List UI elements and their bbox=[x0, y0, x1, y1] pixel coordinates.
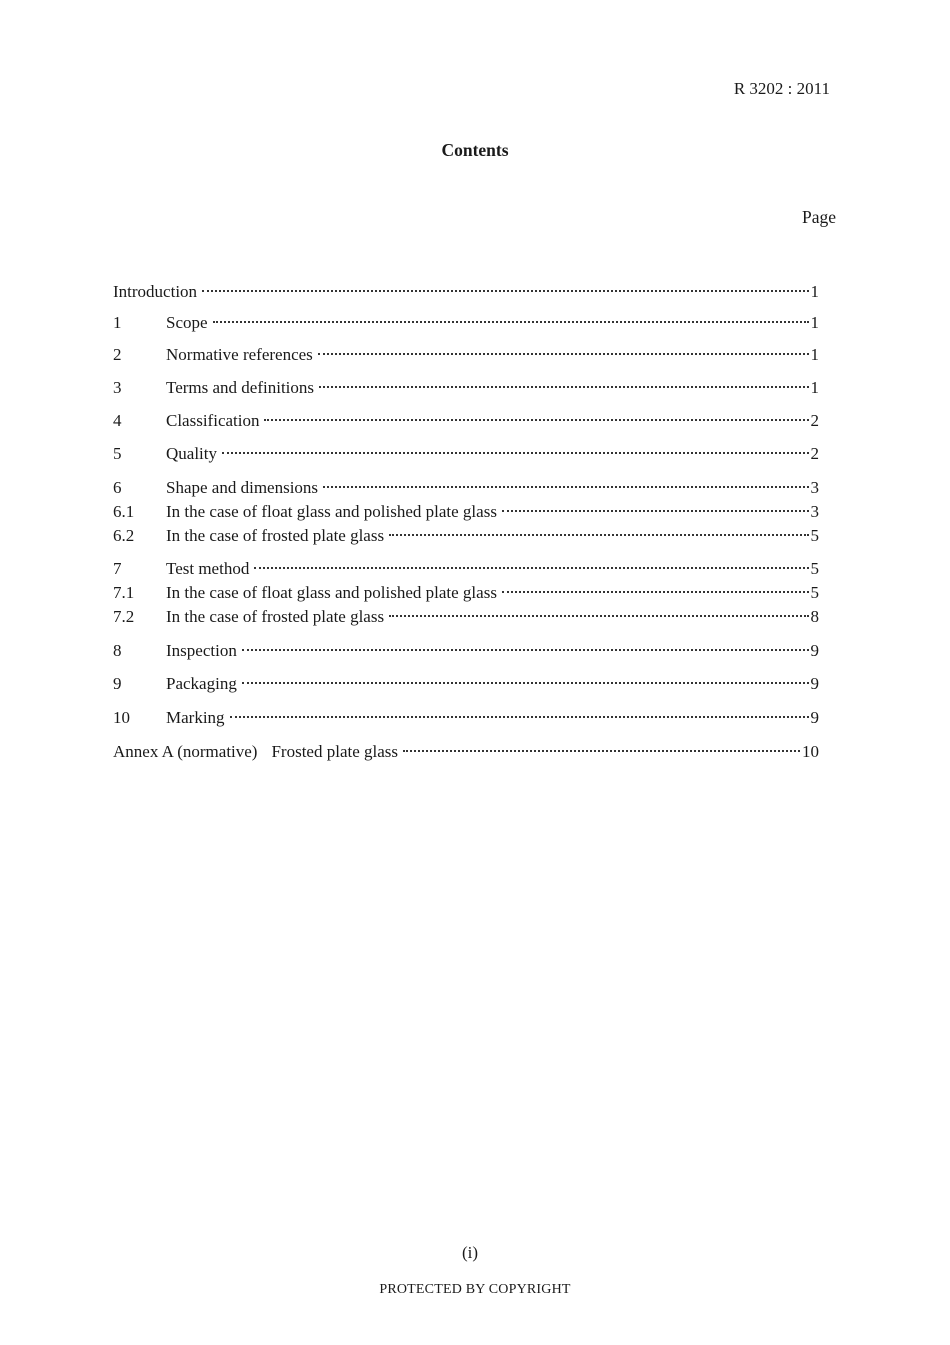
toc-entry-inspection[interactable] bbox=[113, 640, 819, 662]
toc-entry-number: 2 bbox=[113, 345, 122, 364]
toc-entry-page: 2 bbox=[810, 444, 819, 463]
dot-leader bbox=[389, 534, 808, 536]
toc-entry-page: 2 bbox=[810, 411, 819, 430]
toc-entry-title: Classification bbox=[166, 411, 260, 430]
toc-entry-7-2[interactable] bbox=[113, 606, 819, 628]
dot-leader bbox=[389, 615, 808, 617]
dot-leader bbox=[230, 716, 809, 718]
toc-entry-number: 8 bbox=[113, 641, 122, 660]
dot-leader bbox=[403, 750, 800, 752]
dot-leader bbox=[242, 682, 809, 684]
toc-entry-title: In the case of float glass and polished plate glass bbox=[166, 583, 497, 602]
dot-leader bbox=[323, 486, 808, 488]
toc-entry-page: 9 bbox=[810, 708, 819, 727]
toc-entry-page: 8 bbox=[810, 607, 819, 626]
toc-entry-title: Packaging bbox=[166, 674, 237, 693]
footer-page-number: (i) bbox=[461, 1243, 479, 1262]
toc-entry-number: 7.2 bbox=[113, 607, 135, 626]
dot-leader bbox=[202, 290, 808, 292]
dot-leader bbox=[254, 567, 808, 569]
toc-entry-title: Test method bbox=[166, 559, 250, 578]
dot-leader bbox=[242, 649, 809, 651]
toc-entry-number: 9 bbox=[113, 674, 122, 693]
toc-entry-title: Normative references bbox=[166, 345, 313, 364]
toc-entry-page: 5 bbox=[810, 559, 819, 578]
toc-entry-test-method[interactable] bbox=[113, 558, 819, 580]
toc-entry-number: 6.2 bbox=[113, 526, 135, 545]
toc-entry-page: 5 bbox=[810, 583, 819, 602]
toc-entry-normative-references[interactable] bbox=[113, 344, 819, 366]
toc-entry-page: 10 bbox=[802, 742, 819, 761]
toc-entry-page: 1 bbox=[810, 313, 819, 332]
toc-entry-number: 6.1 bbox=[113, 502, 135, 521]
toc-entry-shape-and-dimensions[interactable] bbox=[113, 477, 819, 499]
toc-entry-number: 10 bbox=[113, 708, 130, 727]
dot-leader bbox=[502, 510, 809, 512]
toc-entry-number: 1 bbox=[113, 313, 122, 332]
dot-leader bbox=[264, 419, 808, 421]
toc-entry-number: 3 bbox=[113, 378, 122, 397]
contents-heading: Contents bbox=[441, 140, 509, 160]
toc-entry-number: 7.1 bbox=[113, 583, 135, 602]
toc-entry-quality[interactable] bbox=[113, 443, 819, 465]
toc-entry-6-2[interactable] bbox=[113, 525, 819, 547]
toc-entry-title: Scope bbox=[166, 313, 208, 332]
toc-entry-title: Shape and dimensions bbox=[166, 478, 319, 497]
toc-entry-number: 6 bbox=[113, 478, 122, 497]
copyright-notice: PROTECTED BY COPYRIGHT bbox=[379, 1282, 571, 1297]
toc-entry-annex-a[interactable] bbox=[113, 741, 819, 763]
toc-entry-6-1[interactable] bbox=[113, 501, 819, 523]
toc-entry-classification[interactable] bbox=[113, 410, 819, 432]
toc-entry-page: 1 bbox=[810, 378, 819, 397]
toc-entry-page: 3 bbox=[810, 502, 819, 521]
toc-entry-number: 7 bbox=[113, 559, 122, 578]
toc-entry-title: In the case of frosted plate glass bbox=[166, 607, 385, 626]
toc-entry-title: In the case of float glass and polished plate glass bbox=[166, 502, 497, 521]
toc-entry-title: Terms and definitions bbox=[166, 378, 315, 397]
document-number: R 3202 : 2011 bbox=[733, 79, 830, 98]
page-column-label: Page bbox=[801, 207, 836, 227]
toc-entry-title: Annex A (normative) bbox=[113, 742, 258, 761]
toc-entry-number: 5 bbox=[113, 444, 122, 463]
toc-entry-title: Introduction bbox=[113, 282, 198, 301]
toc-entry-scope[interactable] bbox=[113, 312, 819, 334]
toc-entry-title: Marking bbox=[166, 708, 225, 727]
dot-leader bbox=[222, 452, 809, 454]
dot-leader bbox=[213, 321, 809, 323]
toc-entry-page: 9 bbox=[810, 674, 819, 693]
toc-entry-title: Inspection bbox=[166, 641, 237, 660]
toc-entry-page: 1 bbox=[810, 345, 819, 364]
toc-entry-introduction[interactable] bbox=[113, 281, 819, 303]
toc-entry-terms-and-definitions[interactable] bbox=[113, 377, 819, 399]
toc-entry-marking[interactable] bbox=[113, 707, 819, 729]
toc-entry-page: 5 bbox=[810, 526, 819, 545]
dot-leader bbox=[318, 353, 809, 355]
dot-leader bbox=[319, 386, 808, 388]
toc-entry-title: Quality bbox=[166, 444, 217, 463]
toc-entry-7-1[interactable] bbox=[113, 582, 819, 604]
dot-leader bbox=[502, 591, 809, 593]
toc-entry-page: 9 bbox=[810, 641, 819, 660]
toc-entry-number: 4 bbox=[113, 411, 122, 430]
toc-entry-packaging[interactable] bbox=[113, 673, 819, 695]
toc-entry-title: In the case of frosted plate glass bbox=[166, 526, 385, 545]
toc-entry-page: 3 bbox=[810, 478, 819, 497]
toc-entry-page: 1 bbox=[810, 282, 819, 301]
toc-entry-subtitle: Frosted plate glass bbox=[271, 742, 399, 761]
